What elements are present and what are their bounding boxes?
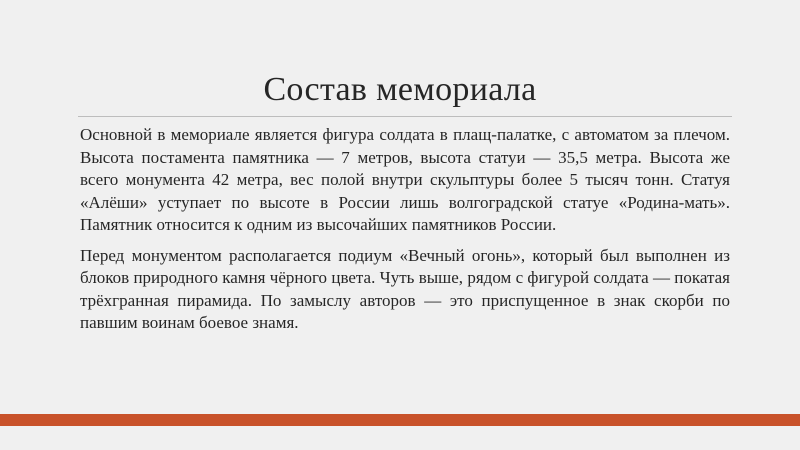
footer-accent-bar (0, 414, 800, 426)
title-divider (78, 116, 732, 117)
footer-strip (0, 426, 800, 450)
paragraph-1: Основной в мемориале является фигура солдата в плащ-палатке, с автоматом за плечом. Высота постамента памятника — 7 метров, высота статуи — 35,5 метра. Высота же всего монумента 42 метра, вес полой внутри скульптуры более 5 тысяч тонн. Статуя «Алёши» уступает по высоте в России лишь волгоградской статуе «Родина-мать». Памятник относится к одним из высочайших памятников России. (80, 125, 730, 234)
paragraph-2: Перед монументом располагается подиум «Вечный огонь», который был выполнен из блоков природного камня чёрного цвета. Чуть выше, рядом с фигурой солдата — покатая трёхгранная пирамида. По замыслу авторов — это приспущенное в знак скорби по павшим воинам боевое знамя. (80, 245, 730, 332)
slide-body (80, 124, 730, 343)
slide-title: Состав мемориала (263, 71, 537, 108)
